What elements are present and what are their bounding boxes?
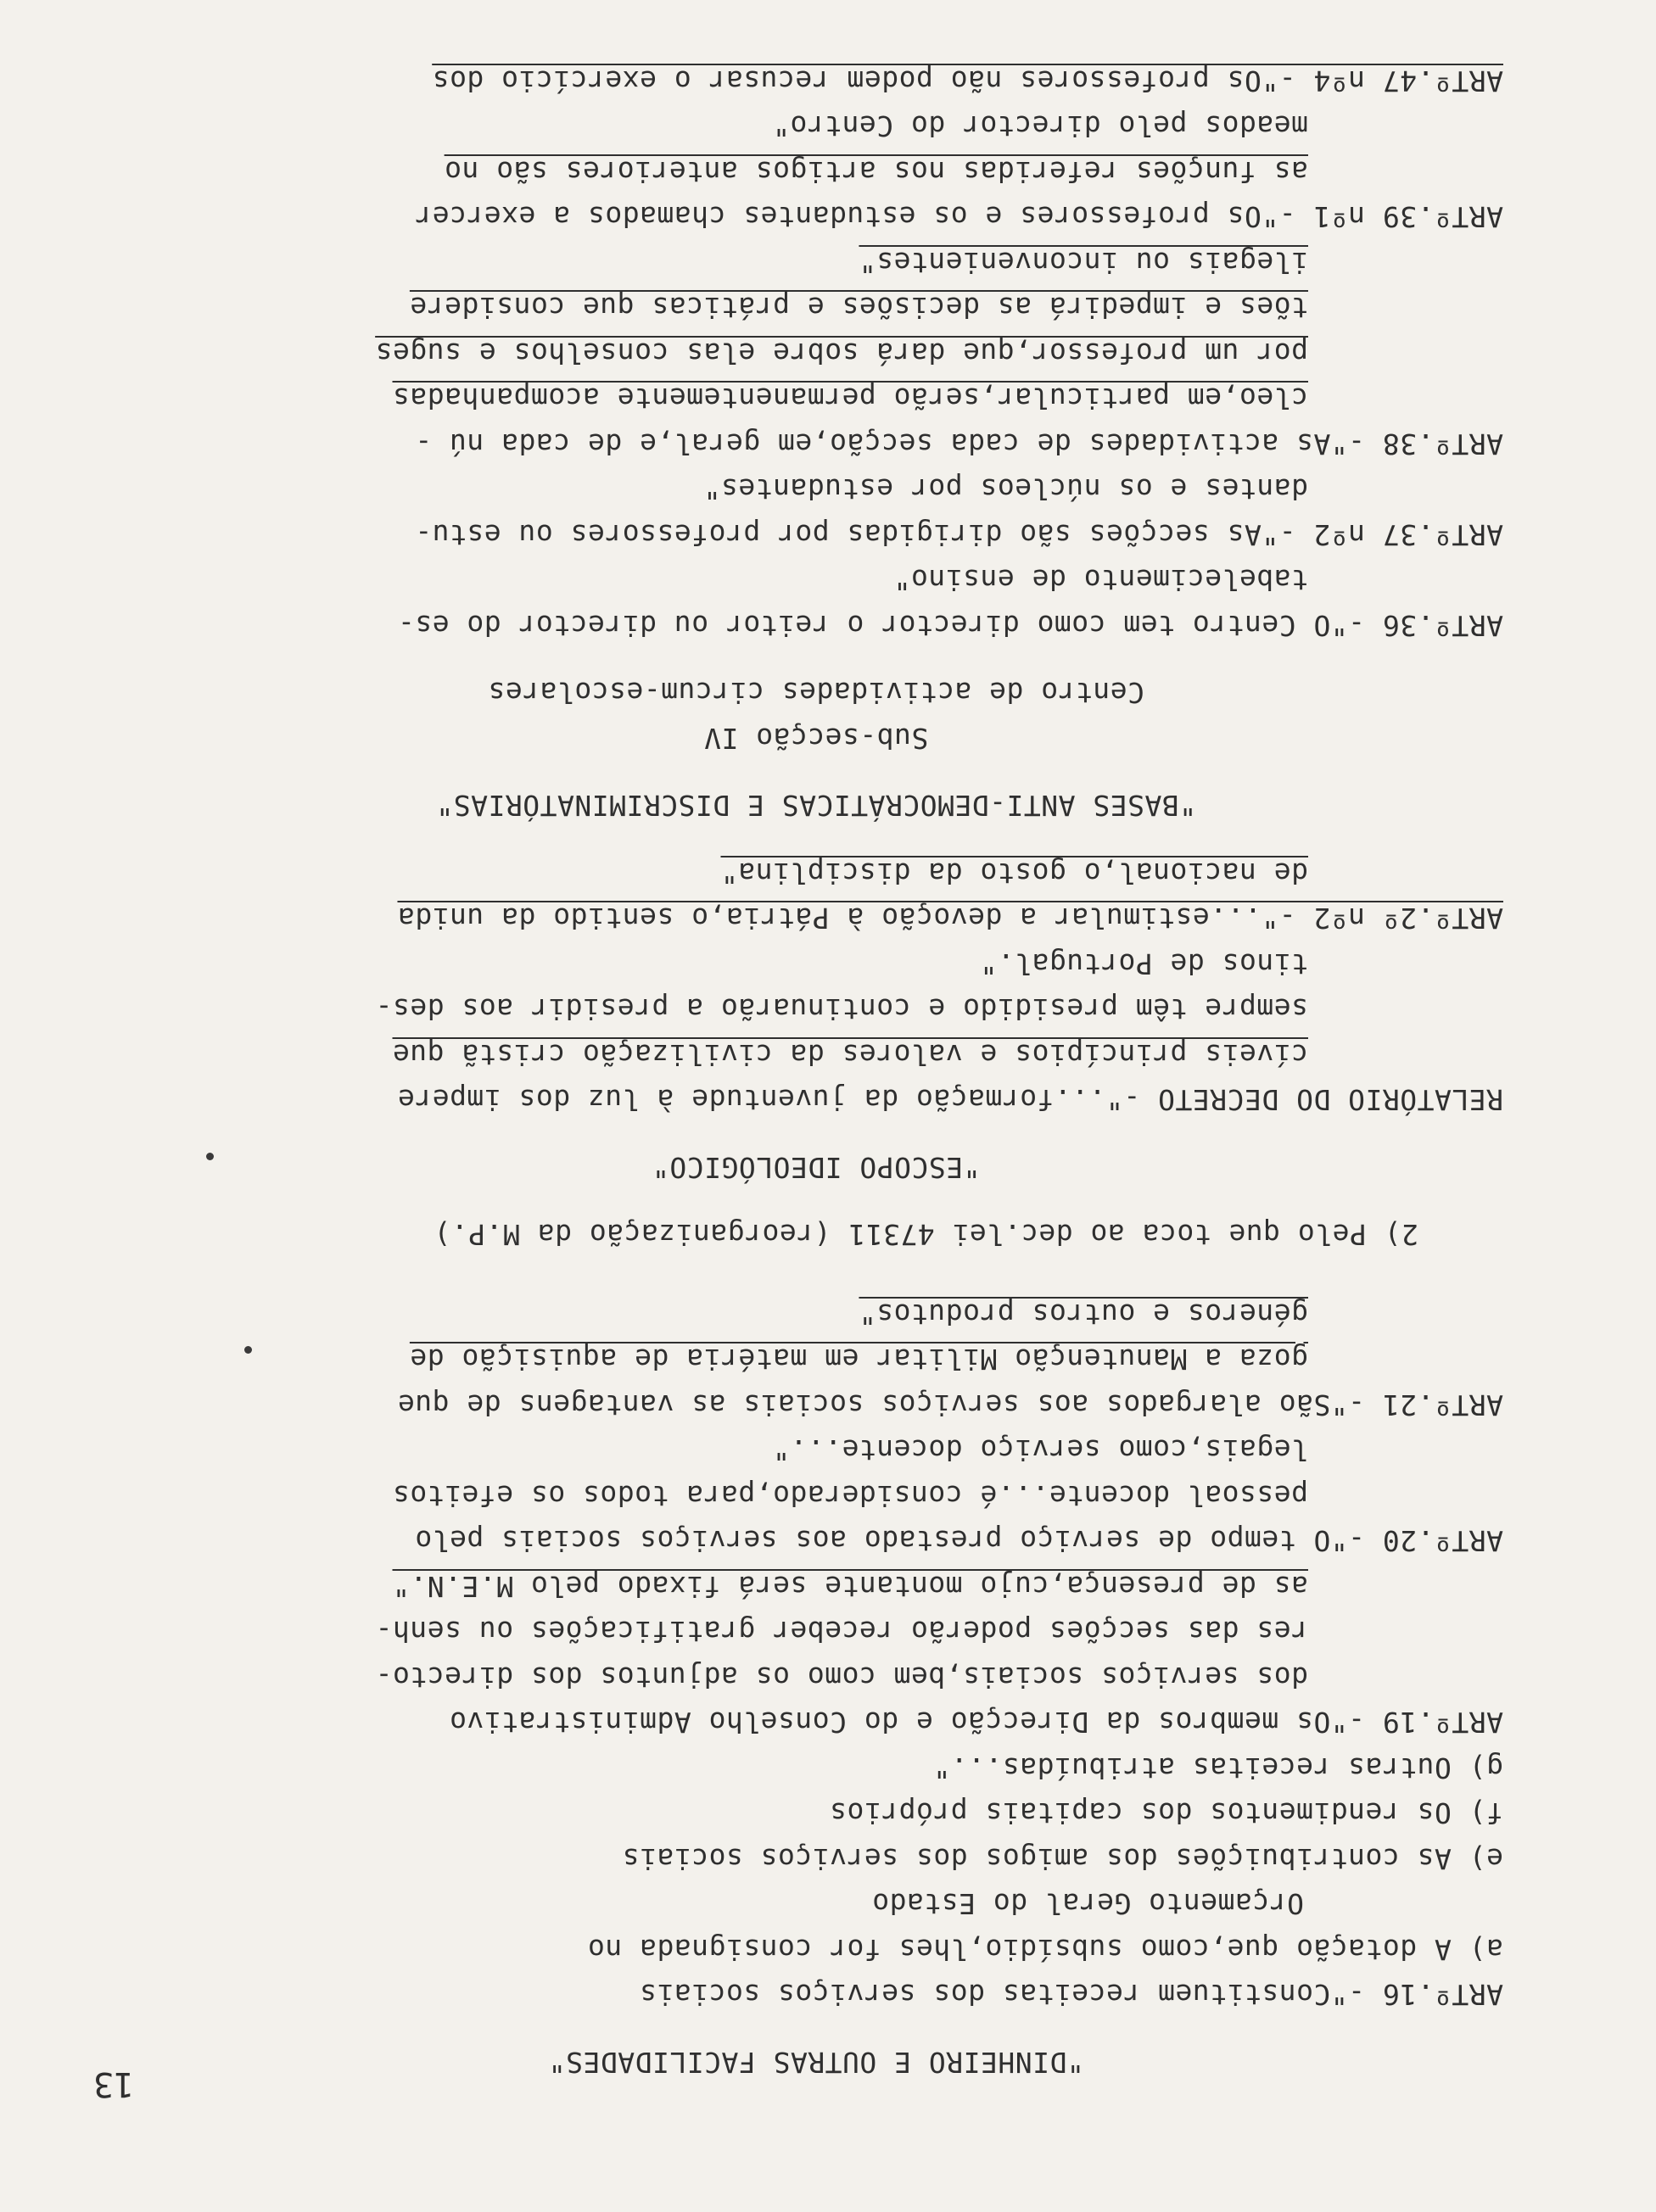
art16-line: g) Outras receitas atribuídas..." [932, 1751, 1503, 1785]
art16-line: f) Os rendimentos dos capitais próprios [829, 1796, 1503, 1830]
section-2-title: 2) Pelo que toca ao dec.lei 47311 (reorganização da M.P.) [434, 1218, 1418, 1252]
art37-line: ARTº.37 nº2 -"As secções são dirigidas por professores ou estu- [414, 518, 1503, 551]
art38-line: cleo,em particular,serão permanentemente acompanhadas [392, 382, 1308, 416]
art19-line: as de presença,cujo montante será fixado pelo M.E.N." [392, 1570, 1308, 1603]
art16-line: e) As contribuições dos amigos dos serviços sociais [622, 1842, 1503, 1875]
art36-line: ARTº.36 -"O Centro tem como director o reitor ou director do es- [397, 609, 1503, 642]
art38-line: ARTº.38 -"As actividades de cada secção,em geral,e de cada nú - [414, 427, 1503, 461]
art39-line: ARTº.39 nº1 -"Os professores e os estudantes chamados a exercer [414, 200, 1503, 234]
relatorio-line: tinos de Portugal." [980, 947, 1308, 980]
art2-line: de nacional,o gosto da disciplina" [720, 857, 1308, 890]
art20-line: legais,como serviço docente..." [772, 1433, 1308, 1467]
art47-line: ARTº.47 nº4 -"Os professores não podem recusar o exercício dos [432, 64, 1503, 98]
page-number: 13 [93, 2064, 135, 2103]
art21-line: géneros e outros produtos" [859, 1298, 1308, 1331]
subsection-number: Sub-secção IV [703, 722, 929, 755]
art16-line: a) A dotação que,como subsídio,lhes for consignada no [587, 1933, 1503, 1966]
heading-escopo: "ESCOPO IDEOLÓGICO" [652, 1151, 981, 1184]
art38-line: por um professor,que dará sobre elas conselhos e suges [375, 337, 1308, 370]
art39-line: meados pelo director do Centro" [772, 109, 1308, 143]
relatorio-line: sempre têm presidido e continuarão a presidir aos des- [375, 992, 1308, 1026]
art16-line: Orçamento Geral do Estado [871, 1887, 1304, 1921]
art37-line: dantes e os núcleos por estudantes" [703, 472, 1308, 506]
document-body [129, 59, 1503, 2086]
art19-line: res das secções poderão receber gratificações ou senh- [375, 1615, 1308, 1649]
heading-dinheiro: "DINHEIRO E OUTRAS FACILIDADES" [548, 2046, 1084, 2079]
art21-line: ARTº.21 -"São alargados aos serviços sociais as vantagens de que [397, 1388, 1503, 1422]
art20-line: ARTº.20 -"O tempo de serviço prestado aos serviços sociais pelo [414, 1524, 1503, 1558]
art20-line: pessoal docente...é considerado,para todos os efeitos [392, 1479, 1308, 1512]
art16-line: ARTº.16 -"Constituem receitas dos serviços sociais [639, 1978, 1503, 2012]
art39-line: as funções referidas nos artigos anteriores são no [444, 155, 1308, 188]
art19-line: ARTº.19 -"Os membros da Direcção e do Conselho Administrativo [449, 1706, 1503, 1740]
art19-line: dos serviços sociais,bem como os adjuntos dos directo- [375, 1661, 1308, 1694]
art21-line: goza a Manutenção Militar em matéria de aquisição de [409, 1343, 1308, 1377]
relatorio-line: RELATÓRIO DO DECRETO -"...formação da juventude à luz dos impere [397, 1083, 1503, 1117]
subsection-title: Centro de actividades circum-escolares [488, 676, 1144, 710]
heading-bases: "BASES ANTI-DEMOCRÁTICAS E DISCRIMINATÓRIAS" [435, 789, 1197, 823]
art36-line: tabelecimento de ensino" [893, 563, 1308, 597]
art2-line: ARTº.2º nº2 -"...estimular a devoção à Pátria,o sentido da unida [397, 902, 1503, 936]
relatorio-line: cíveis princípios e valores da civilização cristã que [392, 1038, 1308, 1071]
art38-line: ilegais ou inconvenientes" [859, 246, 1308, 279]
art38-line: tões e impedirá as decisões e práticas que considere [409, 291, 1308, 325]
